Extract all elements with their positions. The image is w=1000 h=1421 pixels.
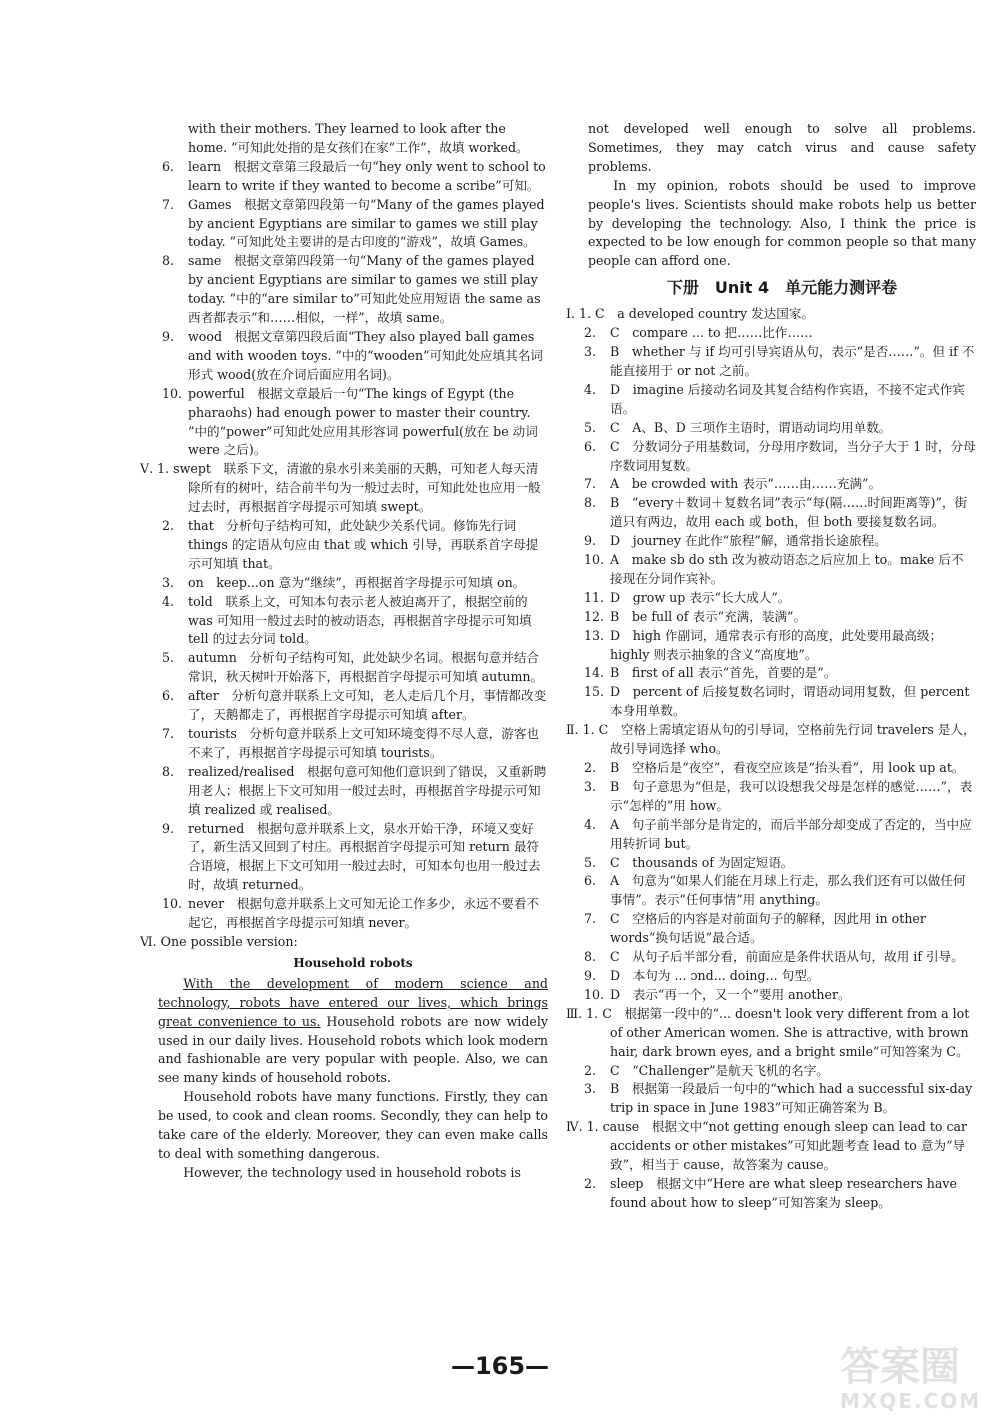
item-number: 4. xyxy=(584,381,597,397)
section-v-first-text: swept 联系下文，清澈的泉水引来美丽的天鹅，可知老人每天清除所有的树叶，结合前半句为一般过去时，可知此处也应用一般过去时，再根据首字母提示可知填 swept。 xyxy=(173,461,541,515)
item-text: B “every＋数词＋复数名词”表示“每(隔……时间距离等)”，街道只有两边，故用 each 或 both，但 both 要接复数名词。 xyxy=(610,495,968,530)
section-i-label: Ⅰ. 1. xyxy=(566,306,591,322)
item-number: 10. xyxy=(584,986,605,1002)
item-text: returned 根据句意并联系上文，泉水开始干净，环境又变好了，新生活又回到了村庄。再根据首字母提示可知 return 最符合语境，根据上下文可知用一般过去时，可知本句也用一般过去时，故填 returned。 xyxy=(188,820,541,893)
section-iv-first-text: cause 根据文中“not getting enough sleep can lead to car accidents or other mistakes”可知此题考查 lead to 意为“导致”，相当于 cause，故答案为 cause。 xyxy=(602,1119,968,1173)
item-number: 5. xyxy=(584,854,597,870)
item-number: 5. xyxy=(584,419,597,435)
section-v-label: Ⅴ. 1. xyxy=(140,461,170,477)
item-number: 10. xyxy=(162,385,183,401)
item-number: 13. xyxy=(584,627,605,643)
section-iii-label: Ⅲ. 1. xyxy=(566,1005,599,1021)
item-number: 15. xyxy=(584,684,605,700)
section-vi-label: Ⅵ. One possible version: xyxy=(140,933,298,949)
item-number: 3. xyxy=(162,574,175,590)
item-text: B be full of 表示“充满，装满”。 xyxy=(610,608,807,624)
answer-item xyxy=(584,967,976,986)
essay-paragraph-1-rest: Household robots are now widely used in our daily lives. Household robots which look modern and fashionable are very popular with people. Also, we can see many kinds of household robots. xyxy=(158,1013,548,1086)
item-number: 6. xyxy=(162,158,175,174)
item-text: that 分析句子结构可知，此处缺少关系代词。修饰先行词 things 的定语从句应由 that 或 which 引导，再联系首字母提示可知填 that。 xyxy=(188,518,539,571)
item-number: 8. xyxy=(584,949,597,965)
answer-item xyxy=(140,574,548,593)
section-v-first xyxy=(140,460,548,517)
item-number: 6. xyxy=(162,688,175,704)
item-text: D high 作副词，通常表示有形的高度，此处要用最高级；highly 则表示抽象的含义“高度地”。 xyxy=(610,627,943,662)
item-number: 3. xyxy=(584,778,597,794)
item-number: 9. xyxy=(584,533,597,549)
section-ii-first-text: C 空格上需填定语从句的引导词，空格前先行词 travelers 是人，故引导词选择 who。 xyxy=(598,722,976,757)
section-ii-first xyxy=(566,721,976,759)
section-v-answers xyxy=(140,517,548,933)
answer-item xyxy=(584,1062,976,1081)
item-number: 2. xyxy=(584,760,597,775)
answer-item xyxy=(584,759,976,778)
item-number: 11. xyxy=(584,589,605,605)
item-text: wood 根据文章第四段后面“They also played ball games and with wooden toys. ”中的“wooden”可知此处应填其名词形式 wood(放在介词后面应用名词)。 xyxy=(188,328,543,382)
answer-item xyxy=(140,328,548,385)
section-ii-answers xyxy=(584,759,976,1005)
item-number: 8. xyxy=(162,763,175,779)
item-text: B 句子意思为“但是，我可以设想我父母是怎样的感觉……”，表示“怎样的”用 how。 xyxy=(610,778,973,813)
item-text: B 根据第一段最后一句中的“which had a successful six-day trip in space in June 1983”可知正确答案为 B。 xyxy=(610,1081,973,1116)
essay-paragraph-4: In my opinion, robots should be used to improve people's lives. Scientists should make robots help us better by developing the technology. Also, I think the price is expected to be low enough for common people so that many people can afford one. xyxy=(588,177,976,269)
answer-item xyxy=(140,517,548,574)
item-text: tourists 分析句意并联系上文可知环境变得不尽人意，游客也不来了，再根据首字母提示可知填 tourists。 xyxy=(188,726,540,760)
item-text: C 空格后的内容是对前面句子的解释，因此用 in other words“换句话说”最合适。 xyxy=(610,911,926,946)
item-text: autumn 分析句子结构可知，此处缺少名词。根据句意并结合常识，秋天树叶开始落下，再根据首字母提示可知填 autumn。 xyxy=(188,650,544,685)
continued-answer: with their mothers. They learned to look after the home. ”可知此处指的是女孩们在家“工作”，故填 worked。 xyxy=(188,121,529,155)
answer-item xyxy=(584,910,976,948)
answer-item xyxy=(584,986,976,1005)
item-number: 9. xyxy=(584,967,597,983)
item-number: 7. xyxy=(584,911,597,927)
item-text: B whether 与 if 均可引导宾语从句，表示“是否……”。但 if 不能直接用于 or not 之前。 xyxy=(610,344,975,378)
item-text: same 根据文章第四段第一句“Many of the games played by ancient Egyptians are similar to games we still play today. ”中的“are similar to”可知此处应用短语 the same as 西者都表示“和……相似，一样”，故填 same。 xyxy=(188,253,541,326)
item-number: 3. xyxy=(584,1081,597,1097)
essay-paragraph-2: Household robots have many functions. Firstly, they can be used, to cook and clean rooms. Secondly, they can help to take care of the elderly. Moreover, they can even make calls to deal with something dangerous. xyxy=(158,1089,548,1161)
item-text: after 分析句意并联系上文可知，老人走后几个月，事情都改变了，天鹅都走了，再根据首字母提示可知填 after。 xyxy=(188,688,547,723)
item-text: D imagine 后接动名词及其复合结构作宾语，不接不定式作宾语。 xyxy=(610,381,965,416)
essay-paragraph-3: However, the technology used in household robots is xyxy=(183,1164,521,1180)
answer-item xyxy=(140,196,548,253)
answer-item xyxy=(584,381,976,419)
left-column xyxy=(140,120,548,1183)
item-number: 8. xyxy=(162,253,175,269)
answer-item xyxy=(584,683,976,721)
answer-item xyxy=(584,551,976,589)
watermark-top: 答案圈 xyxy=(840,1344,960,1390)
item-text: powerful 根据文章最后一句“The kings of Egypt (the pharaohs) had enough power to master their country. ”中的“power”可知此处应用其形容词 powerful(放在 be 动词 were 之后)。 xyxy=(188,385,538,458)
item-text: A 句意为“如果人们能在月球上行走，那么我们还有可以做任何事情”。表示“任何事情”用 anything。 xyxy=(610,873,966,908)
item-number: 12. xyxy=(584,608,605,624)
answer-item xyxy=(140,385,548,461)
answer-item xyxy=(584,589,976,608)
section-iii-answers xyxy=(584,1062,976,1119)
item-text: on keep...on 意为“继续”，再根据首字母提示可知填 on。 xyxy=(188,574,526,590)
item-number: 5. xyxy=(162,650,175,666)
item-text: D 表示“再一个，又一个”要用 another。 xyxy=(610,986,851,1002)
answer-item xyxy=(584,608,976,627)
section-i-first xyxy=(566,305,976,324)
answer-item xyxy=(584,1175,976,1213)
item-text: C 分数词分子用基数词，分母用序数词，当分子大于 1 时，分母序数词用复数。 xyxy=(610,438,976,473)
item-text: realized/realised 根据句意可知他们意识到了错误，又重新聘用老人；根据上下文可知用一般过去时，再根据首字母提示可知填 realized 或 realised。 xyxy=(188,763,547,817)
item-text: D 本句为 ... ɔnd... doing... 句型。 xyxy=(610,967,820,983)
reading-answers xyxy=(140,158,548,461)
answer-item xyxy=(140,649,548,687)
item-number: 2. xyxy=(162,518,175,534)
item-number: 10. xyxy=(162,896,183,912)
answer-item xyxy=(584,1080,976,1118)
item-number: 2. xyxy=(584,1175,597,1191)
item-number: 7. xyxy=(584,476,597,492)
answer-item xyxy=(584,872,976,910)
watermark-bottom: MXQE.COM xyxy=(840,1389,982,1413)
item-text: A make sb do sth 改为被动语态之后应加上 to。make 后不接现在分词作宾补。 xyxy=(610,552,964,586)
essay-paragraph-3-continued: not developed well enough to solve all problems. Sometimes, they may catch virus and cause safety problems. xyxy=(588,121,976,174)
item-number: 6. xyxy=(584,438,597,454)
item-text: never 根据句意并联系上文可知无论工作多少，永远不要看不起它，再根据首字母提示可知填 never。 xyxy=(188,896,540,931)
item-text: B first of all 表示“首先，首要的是”。 xyxy=(610,665,837,681)
item-text: learn 根据文章第三段最后一句“hey only went to school to learn to write if they wanted to become a scribe”可知。 xyxy=(188,158,546,193)
item-text: B 空格后是“夜空”，看夜空应该是“抬头看”，用 look up at。 xyxy=(610,760,965,775)
answer-item xyxy=(584,475,976,494)
item-text: C A、B、D 三项作主语时，谓语动词均用单数。 xyxy=(610,419,892,435)
item-text: A 句子前半部分是肯定的，而后半部分却变成了否定的，当中应用转折词 but。 xyxy=(610,816,972,851)
answer-item xyxy=(140,252,548,328)
essay-paragraph-1 xyxy=(158,975,548,1088)
answer-item xyxy=(140,593,548,650)
item-text: D grow up 表示“长大成人”。 xyxy=(610,589,791,605)
item-number: 4. xyxy=(584,816,597,832)
answer-item xyxy=(584,854,976,873)
item-text: C thousands of 为固定短语。 xyxy=(610,854,794,870)
answer-item xyxy=(140,820,548,896)
answer-item xyxy=(140,687,548,725)
item-text: C 从句子后半部分看，前面应是条件状语从句，故用 if 引导。 xyxy=(610,949,964,965)
section-iii-first-text: C 根据第一段中的“... doesn't look very different from a lot of other American women. She is attractive, with brown hair, dark brown eyes, and a bright smile”可知答案为 C。 xyxy=(602,1005,970,1059)
item-text: C compare ... to 把……比作…… xyxy=(610,325,813,341)
answer-item xyxy=(140,763,548,820)
answer-item xyxy=(584,419,976,438)
item-number: 6. xyxy=(584,873,597,889)
section-i-answers xyxy=(584,324,976,721)
answer-item xyxy=(584,627,976,665)
item-number: 2. xyxy=(584,325,597,341)
item-number: 14. xyxy=(584,665,605,681)
item-text: sleep 根据文中“Here are what sleep researchers have found about how to sleep”可知答案为 sleep。 xyxy=(610,1175,957,1210)
section-ii-label: Ⅱ. 1. xyxy=(566,722,595,738)
item-text: told 联系上文，可知本句表示老人被迫离开了，根据空前的 was 可知用一般过去时的被动语态，再根据首字母提示可知填 tell 的过去分词 told。 xyxy=(188,593,532,647)
item-number: 9. xyxy=(162,820,175,836)
item-number: 7. xyxy=(162,726,175,741)
item-text: C “Challenger”是航天飞机的名字。 xyxy=(610,1062,829,1078)
item-text: A be crowded with 表示“……由……充满”。 xyxy=(610,476,882,492)
item-number: 4. xyxy=(162,593,175,609)
item-number: 10. xyxy=(584,552,605,568)
section-iii-first xyxy=(566,1005,976,1062)
answer-item xyxy=(584,816,976,854)
item-number: 3. xyxy=(584,344,597,360)
model-essay xyxy=(140,954,548,1183)
section-i-first-text: C a developed country 发达国家。 xyxy=(595,306,815,322)
section-iv-answers xyxy=(584,1175,976,1213)
watermark-logo xyxy=(840,1345,990,1415)
answer-item xyxy=(584,494,976,532)
right-column xyxy=(566,120,976,1213)
answer-item xyxy=(140,158,548,196)
answer-item xyxy=(584,532,976,551)
answer-item xyxy=(584,664,976,683)
section-iv-label: Ⅳ. 1. xyxy=(566,1119,599,1135)
item-text: D percent of 后接复数名词时，谓语动词用复数，但 percent 本身用单数。 xyxy=(610,684,970,719)
answer-item xyxy=(584,778,976,816)
item-text: Games 根据文章第四段第一句“Many of the games played by ancient Egyptians are similar to games we still play today. ”可知此处主要讲的是古印度的“游戏”，故填 Games。 xyxy=(188,196,545,250)
answer-item xyxy=(584,438,976,476)
essay-topic-sentence: With the development of modern science and technology, robots have entered our lives, which brings great convenience to us. xyxy=(158,975,548,1029)
answer-item xyxy=(140,725,548,763)
item-text: D journey 在此作“旅程”解，通常指长途旅程。 xyxy=(610,533,887,549)
item-number: 7. xyxy=(162,196,175,212)
answer-item xyxy=(584,324,976,343)
answer-item xyxy=(584,948,976,967)
answer-item xyxy=(140,895,548,933)
answer-item xyxy=(584,343,976,381)
section-title: 下册 Unit 4 单元能力测评卷 xyxy=(666,278,898,298)
item-number: 9. xyxy=(162,328,175,344)
item-number: 8. xyxy=(584,495,597,511)
essay-title: Household robots xyxy=(293,955,413,970)
item-number: 2. xyxy=(584,1062,597,1078)
section-iv-first xyxy=(566,1118,976,1175)
model-essay-continued xyxy=(588,120,976,271)
page-number: —165— xyxy=(450,1352,550,1380)
